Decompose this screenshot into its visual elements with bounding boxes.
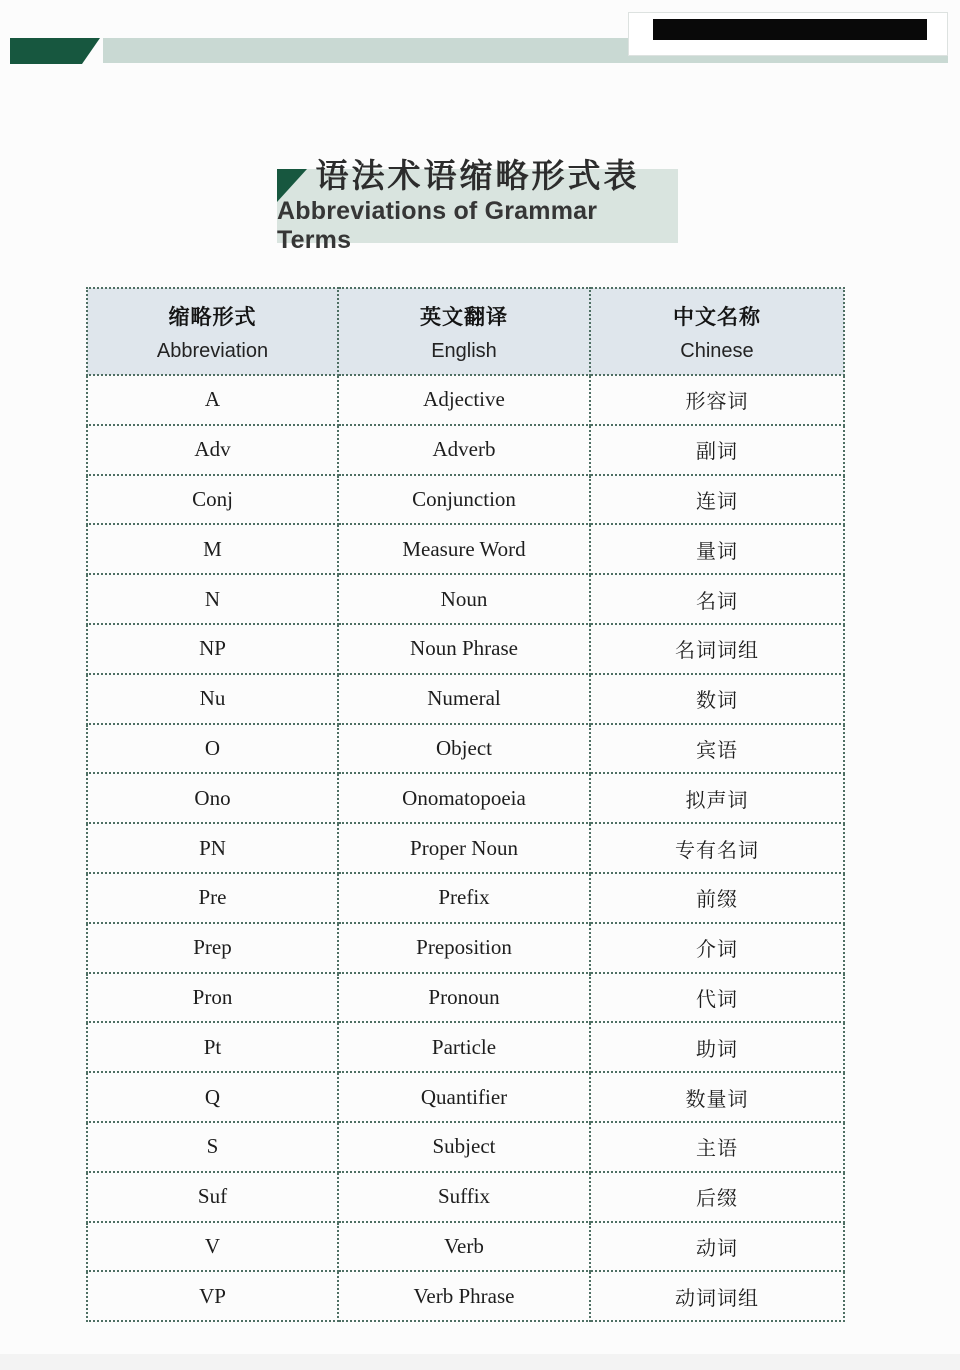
table-row [87, 923, 844, 973]
cell-abbr: Pre [87, 873, 338, 923]
cell-abbr: A [87, 375, 338, 425]
cell-chinese: 介词 [590, 923, 844, 973]
cell-chinese: 主语 [590, 1122, 844, 1172]
table-row [87, 724, 844, 774]
table-row [87, 873, 844, 923]
table-row [87, 1222, 844, 1272]
table-row [87, 375, 844, 425]
cell-chinese: 代词 [590, 973, 844, 1023]
cell-abbr: Prep [87, 923, 338, 973]
column-header-abbreviation [87, 288, 338, 375]
cell-english: Conjunction [338, 475, 590, 525]
cell-abbr: M [87, 524, 338, 574]
cell-chinese: 副词 [590, 425, 844, 475]
cell-chinese: 宾语 [590, 724, 844, 774]
cell-chinese: 数量词 [590, 1072, 844, 1122]
cell-english: Noun Phrase [338, 624, 590, 674]
cell-chinese: 专有名词 [590, 823, 844, 873]
table-row [87, 973, 844, 1023]
cell-abbr: O [87, 724, 338, 774]
cell-english: Prefix [338, 873, 590, 923]
cell-english: Suffix [338, 1172, 590, 1222]
table-row [87, 1072, 844, 1122]
table-row [87, 524, 844, 574]
cell-english: Proper Noun [338, 823, 590, 873]
table-row [87, 1172, 844, 1222]
column-header-english-en: English [431, 339, 497, 362]
cell-chinese: 量词 [590, 524, 844, 574]
cell-abbr: PN [87, 823, 338, 873]
cell-chinese: 名词词组 [590, 624, 844, 674]
cell-chinese: 后缀 [590, 1172, 844, 1222]
cell-abbr: Adv [87, 425, 338, 475]
page-title-chinese: 语法术语缩略形式表 [315, 156, 640, 194]
cell-abbr: Conj [87, 475, 338, 525]
table-row [87, 475, 844, 525]
cell-english: Measure Word [338, 524, 590, 574]
table-row [87, 1271, 844, 1321]
cell-english: Onomatopoeia [338, 773, 590, 823]
cell-chinese: 形容词 [590, 375, 844, 425]
cell-chinese: 助词 [590, 1022, 844, 1072]
table-row [87, 624, 844, 674]
table-row [87, 773, 844, 823]
cell-abbr: Q [87, 1072, 338, 1122]
cell-english: Noun [338, 574, 590, 624]
cell-abbr: Ono [87, 773, 338, 823]
column-header-chinese-zh: 中文名称 [673, 305, 761, 329]
column-header-abbreviation-en: Abbreviation [156, 339, 269, 362]
cell-english: Pronoun [338, 973, 590, 1023]
table-row [87, 425, 844, 475]
cell-english: Adjective [338, 375, 590, 425]
cell-abbr: N [87, 574, 338, 624]
cell-chinese: 数词 [590, 674, 844, 724]
column-header-abbreviation-zh: 缩略形式 [168, 305, 257, 329]
column-header-chinese [590, 288, 844, 375]
cell-english: Adverb [338, 425, 590, 475]
column-header-chinese-en: Chinese [680, 339, 754, 362]
table-row [87, 823, 844, 873]
table-row [87, 674, 844, 724]
cell-chinese: 拟声词 [590, 773, 844, 823]
cell-english: Subject [338, 1122, 590, 1172]
column-header-english [338, 288, 590, 375]
cell-abbr: Pron [87, 973, 338, 1023]
table-row [87, 574, 844, 624]
cell-abbr: Pt [87, 1022, 338, 1072]
cell-chinese: 名词 [590, 574, 844, 624]
page-bottom-scan-edge [0, 1354, 960, 1370]
cell-english: Particle [338, 1022, 590, 1072]
redacted-black-bar [653, 19, 927, 40]
cell-chinese: 连词 [590, 475, 844, 525]
cell-chinese: 动词 [590, 1222, 844, 1272]
cell-english: Numeral [338, 674, 590, 724]
column-header-english-zh: 英文翻译 [420, 305, 508, 329]
table-row [87, 1022, 844, 1072]
cell-abbr: Nu [87, 674, 338, 724]
cell-english: Object [338, 724, 590, 774]
title-banner [277, 156, 678, 254]
cell-chinese: 动词词组 [590, 1271, 844, 1321]
cell-abbr: V [87, 1222, 338, 1272]
corner-green-slab-decor [10, 38, 100, 64]
cell-english: Verb Phrase [338, 1271, 590, 1321]
cell-english: Preposition [338, 923, 590, 973]
table-row [87, 1122, 844, 1172]
cell-abbr: VP [87, 1271, 338, 1321]
page-title-english: Abbreviations of Grammar Terms [277, 196, 598, 254]
cell-chinese: 前缀 [590, 873, 844, 923]
cell-english: Quantifier [338, 1072, 590, 1122]
cell-abbr: S [87, 1122, 338, 1172]
cell-abbr: Suf [87, 1172, 338, 1222]
table-header-row [87, 288, 844, 375]
cell-abbr: NP [87, 624, 338, 674]
cell-english: Verb [338, 1222, 590, 1272]
grammar-abbreviations-table [86, 287, 845, 1322]
